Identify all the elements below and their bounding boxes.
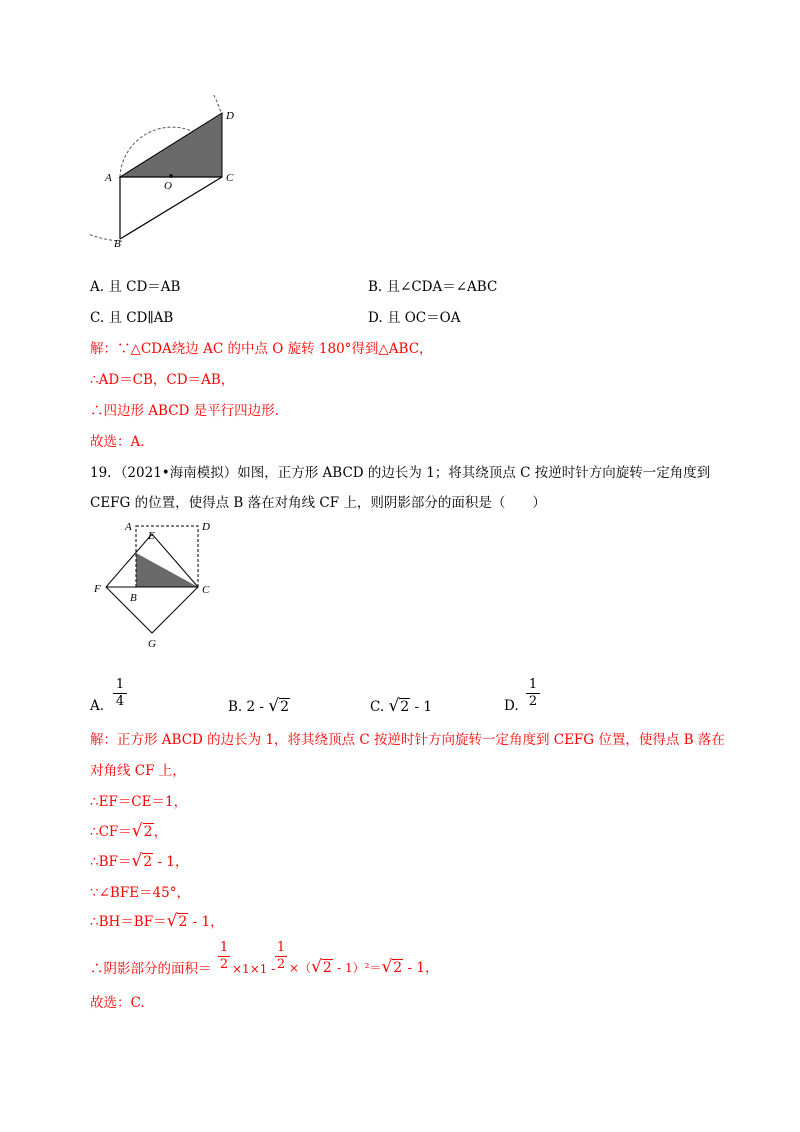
solution-19-line-3: ∴EF＝CE＝1，: [90, 794, 188, 810]
label-D: D: [226, 110, 234, 122]
solution-19-line-5: ∴BF＝√2 - 1，: [90, 851, 189, 871]
figure-rotation-parallelogram: [88, 95, 248, 255]
label-A: A: [105, 172, 112, 184]
solution-19-line-8-rest: ×（√2 - 1）²＝√2 - 1，: [289, 957, 439, 977]
question-19-line-1: 19．（2021•海南模拟）如图，正方形 ABCD 的边长为 1；将其绕顶点 C 按逆时针方向旋转一定角度到: [90, 465, 711, 481]
sqrt-symbol: √2: [131, 851, 153, 871]
label-D: D: [202, 521, 210, 533]
solution-19-line-1: 解：正方形 ABCD 的边长为 1，将其绕顶点 C 按逆时针方向旋转一定角度到 CEFG 位置，使得点 B 落在: [90, 732, 725, 748]
solution-19-line-7: ∴BH＝BF＝√2 - 1，: [90, 911, 224, 931]
solution-19-line-6: ∵∠BFE＝45°，: [90, 885, 190, 901]
sqrt-symbol: √2: [311, 957, 332, 977]
sqrt-symbol: √2: [131, 821, 153, 841]
solution-19-line-4: ∴CF＝√2，: [90, 821, 168, 841]
question-19-line-2: CEFG 的位置，使得点 B 落在对角线 CF 上，则阴影部分的面积是（ ）: [90, 495, 546, 511]
solution-18-line-2: ∴AD＝CB，CD＝AB，: [90, 372, 235, 388]
sqrt-symbol: √2: [388, 696, 410, 716]
sqrt-symbol: √2: [166, 911, 188, 931]
label-C: C: [226, 172, 234, 184]
option-18-b: B. 且∠CDA＝∠ABC: [368, 279, 498, 295]
option-18-d: D. 且 OC＝OA: [368, 310, 461, 326]
fraction-half-1: 1 2: [219, 940, 229, 972]
label-B: B: [130, 592, 137, 604]
option-19-d-key: D.: [504, 698, 519, 714]
option-19-a-fraction: 1 4: [113, 678, 127, 709]
solution-18-line-3: ∴四边形 ABCD 是平行四边形.: [90, 403, 279, 419]
option-18-c: C. 且 CD∥AB: [90, 310, 174, 326]
label-O: O: [164, 180, 172, 192]
option-19-a-key: A.: [90, 698, 105, 714]
solution-19-line-9: 故选：C.: [90, 995, 145, 1011]
option-19-c: C. √2 - 1: [370, 696, 432, 716]
label-B: B: [114, 238, 121, 250]
solution-19-line-8-mid-1: ×1×1 -: [232, 962, 276, 976]
sqrt-symbol: √2: [268, 696, 290, 716]
solution-18-line-1: 解：∵△CDA绕边 AC 的中点 O 旋转 180°得到△ABC，: [90, 341, 433, 357]
option-19-d-fraction: 1 2: [526, 678, 540, 709]
label-E: E: [148, 530, 155, 542]
solution-19-line-8-prefix: ∴阴影部分的面积＝: [90, 961, 212, 977]
label-C: C: [202, 584, 210, 596]
solution-18-line-4: 故选：A.: [90, 434, 145, 450]
label-A: A: [125, 521, 132, 533]
solution-19-line-2: 对角线 CF 上，: [90, 763, 186, 779]
label-G: G: [148, 638, 156, 650]
label-F: F: [94, 583, 101, 595]
fraction-half-2: 1 2: [276, 940, 286, 972]
sqrt-symbol: √2: [381, 957, 403, 977]
option-19-b: B. 2 - √2: [228, 696, 290, 716]
option-18-a: A. 且 CD＝AB: [90, 279, 181, 295]
figure-rotated-square: [90, 515, 215, 655]
